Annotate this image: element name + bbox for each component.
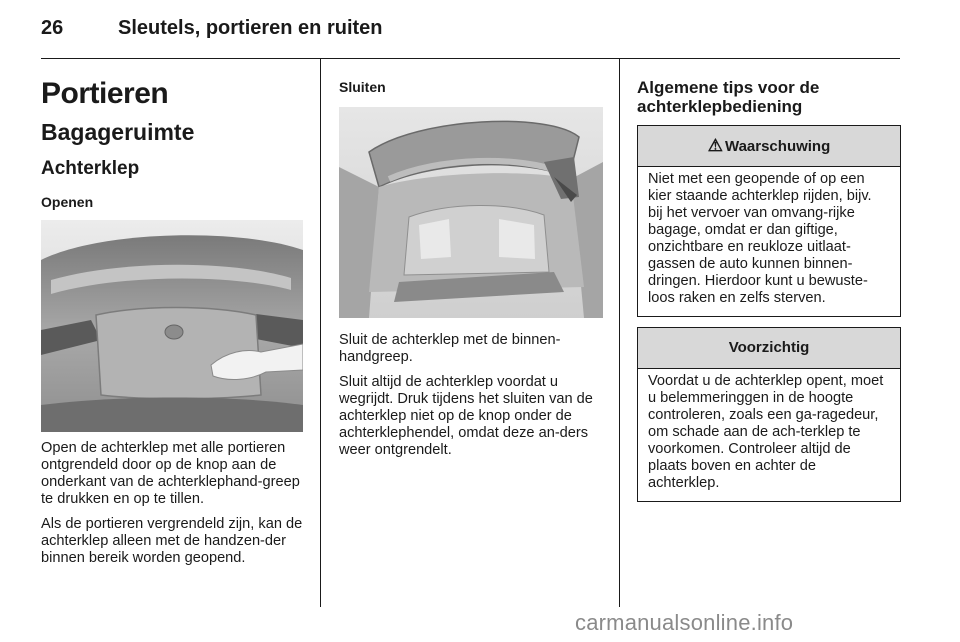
column-2 — [339, 59, 603, 459]
topic-title: Achterklep — [41, 158, 140, 179]
caution-text: Voordat u de achterklep opent, moet u belemmeringgen in de hoogte controleren, zoals een ga-ragedeur, om schade aan de ach-terklep te voorkomen. Controleer altijd de plaats boven en achter de achterklep. — [648, 373, 884, 491]
column-3 — [637, 59, 901, 502]
column-rule-1 — [320, 59, 321, 607]
paragraph: Open de achterklep met alle portieren ontgrendeld door op de knop aan de onderkant van de achterklephand-greep te drukken en op te tillen. — [41, 440, 300, 507]
tips-title: Algemene tips voor de achterklepbediening — [637, 78, 820, 116]
page-number: 26 — [41, 17, 64, 39]
column-rule-2 — [619, 59, 620, 607]
warning-header — [638, 126, 900, 167]
tailgate-open-drawing — [41, 220, 303, 432]
column-1 — [41, 59, 303, 567]
paragraph: Als de portieren vergrendeld zijn, kan de achterklep alleen met de handzen-der binnen bereik worden geopend. — [41, 516, 303, 566]
watermark: carmanualsonline.info — [575, 610, 794, 635]
warning-triangle-icon: ⚠ — [707, 136, 723, 155]
running-title: Sleutels, portieren en ruiten — [118, 17, 383, 39]
tailgate-close-drawing — [339, 107, 603, 318]
closing-tailgate-illustration — [339, 107, 603, 318]
subsection-title: Bagageruimte — [41, 119, 195, 145]
caution-box — [637, 327, 901, 502]
warning-title: Waarschuwing — [724, 138, 831, 155]
warning-text: Niet met een geopende of op een kier staande achterklep rijden, bijv. bij het vervoer van omvang-rijke bagage, omdat er dan giftige, onzichtbare en reukloze uitlaat-gassen de auto kunnen binnen-dringen. Hierdoor kunt u bewuste-loos raken en zelfs sterven. — [648, 171, 872, 306]
subtopic-openen: Openen — [41, 194, 94, 210]
section-title: Portieren — [41, 77, 169, 110]
warning-box — [637, 125, 901, 317]
paragraph: Sluit de achterklep met de binnen-handgreep. — [339, 332, 561, 365]
subtopic-sluiten: Sluiten — [339, 79, 386, 95]
caution-header: Voorzichtig — [638, 328, 900, 369]
hand-opening-tailgate-illustration — [41, 220, 303, 432]
paragraph: Sluit altijd de achterklep voordat u wegrijdt. Druk tijdens het sluiten van de achterklep niet op de knop onder de achterklephendel, omdat deze an-ders weer ontgrendelt. — [339, 374, 593, 458]
